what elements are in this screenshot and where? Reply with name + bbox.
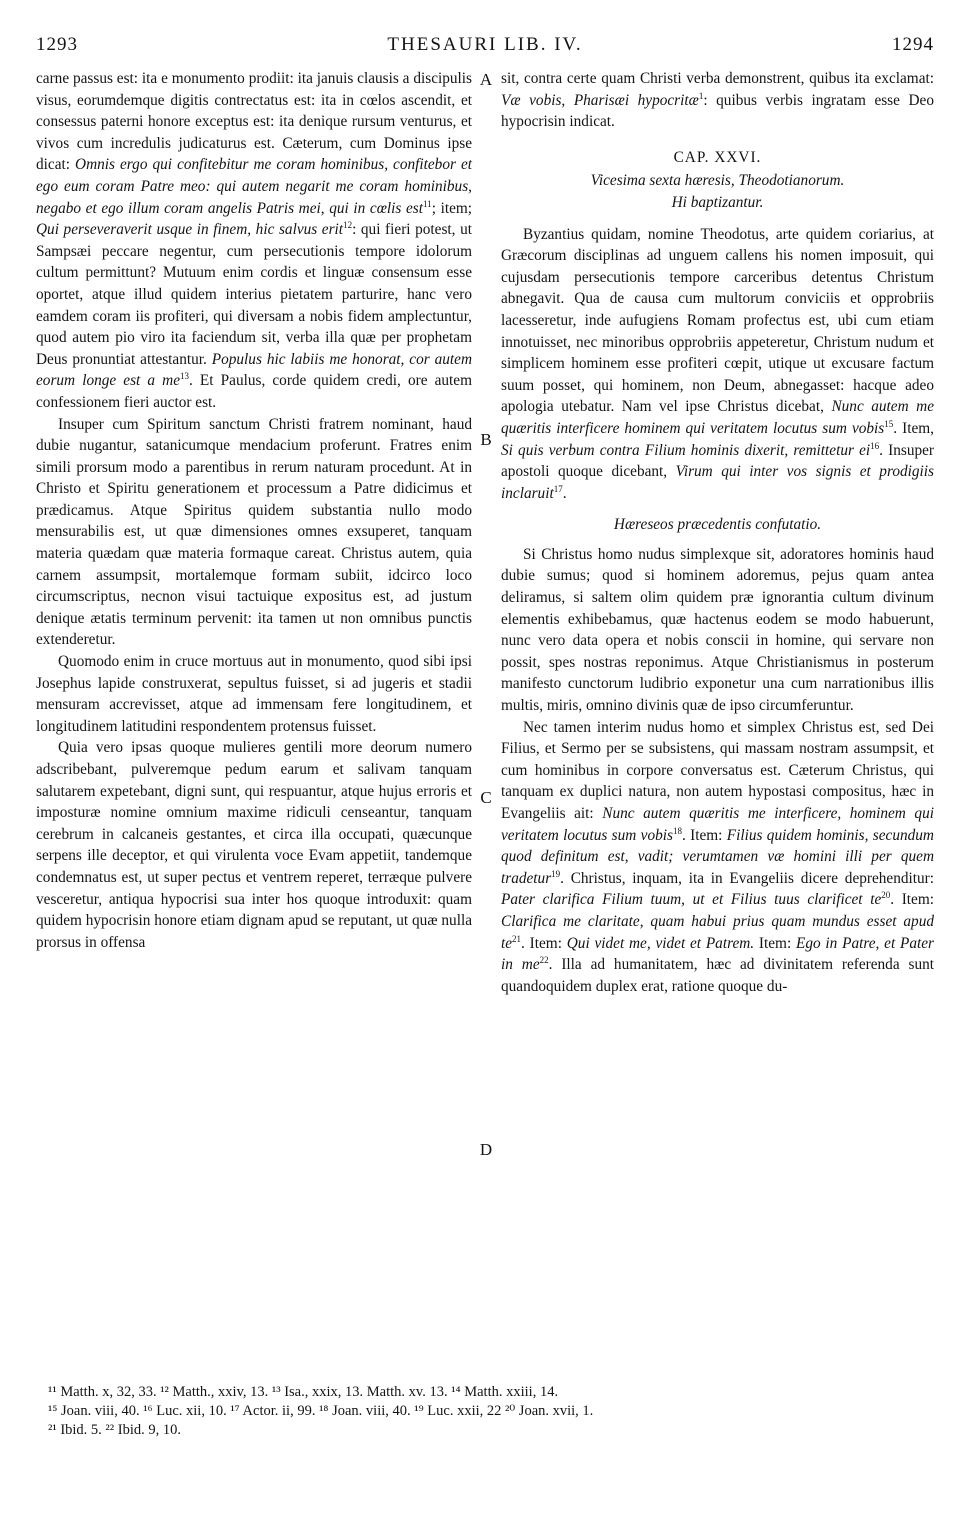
- quotation: Si quis verbum contra Filium hominis dixerit, remittetur ei: [501, 441, 871, 459]
- text-run: carne passus est: ita e monumento prodiit: ita januis clausis a discipulis visus, eorumdemque digitis contrectatus est: ita in cœlos ascendit, et consessus paterni honore exceptus est: ita denique rursum venturus, et vivos cum incredulis judicaturus est. Cæterum, cum Dominus ipse dicat:: [36, 70, 472, 174]
- text-run: . Insuper apostoli quoque dicebant,: [501, 441, 934, 481]
- text-run: ; item;: [431, 199, 473, 217]
- running-header: [36, 34, 934, 62]
- left-column: [36, 68, 472, 953]
- right-column: [501, 68, 934, 997]
- chapter-subtitle: Vicesima sexta hæresis, Theodotianorum.: [590, 172, 845, 190]
- footnote-ref: 22: [539, 955, 549, 966]
- footnote-ref: 12: [343, 220, 353, 231]
- footnote-ref: 17: [553, 483, 563, 494]
- quotation: Omnis ergo qui confitebitur me coram hominibus, confitebor et ego eum coram Patre meo: qui autem negarit me coram hominibus, negabo et ego illum coram angelis Patris mei, qui in cœlis est: [36, 156, 472, 217]
- quotation: Populus hic labiis me honorat, cor autem eorum longe est a me: [36, 350, 472, 390]
- margin-marker-c: C: [480, 788, 492, 807]
- text-run: . Item:: [890, 891, 934, 909]
- section-subheading: Hæreseos præcedentis confutatio.: [613, 516, 822, 534]
- left-paragraph-1: [36, 68, 472, 414]
- text-run: .: [562, 484, 567, 502]
- right-paragraph-3: Si Christus homo nudus simplexque sit, adoratores hominis haud dubie sumus; quod si hominem adoremus, pejus quam antea deliramus, si saltem olim quidem præ ignorantia cultum divinum elementis exhibebamus, quæ hactenus eodem se modo habuerunt, nunc vero data opera et nobis conscii in homine, qui servare non possit, spes nostras reponimus. Atque Christianismus in posterum manifesto cunctorum ludibrio exponetur una cum narrationibus illis multis, miris, omnino divinis quæ de ipso circumferuntur.: [501, 545, 934, 715]
- text-run: . Illa ad humanitatem, hæc ad divinitatem referenda sunt quandoquidem duplex erat, ratione quoque du-: [501, 956, 934, 995]
- quotation: Qui videt me, videt et Patrem.: [566, 934, 755, 952]
- margin-marker-a: A: [479, 70, 493, 89]
- chapter-subtitle-2: Hi baptizantur.: [671, 193, 764, 211]
- margin-marker-d: D: [479, 1140, 493, 1159]
- left-paragraph-3: Quomodo enim in cruce mortuus aut in monumento, quod sibi ipsi Josephus lapide construxerat, sepultus fuisset, si ad jugeris et stadii mensuram accrevisset, atque ad immensam fere longitudinem, et longitudinem latitudini respondentem protensus fuisset.: [36, 653, 472, 735]
- quotation: Clarifica me claritate, quam habui prius quam mundus esset apud te: [501, 912, 934, 952]
- text-run: : qui fieri potest, ut Sampsæi peccare negentur, cum persecutionis tempore idolorum cultum permittunt? Mutuum enim cordis et linguæ consensum esse oportet, atque illud quidem interius pietatem parturire, hanc vero eamdem coram iis profiteri, qui diversam a nobis fidem amplectuntur, quod autem pio viro ita faciendum sit, verba illa quæ per prophetam Deus pronuntiat attestantur.: [36, 221, 472, 368]
- footnote-ref: 15: [884, 418, 894, 429]
- text-run: Item:: [754, 934, 796, 952]
- footnote-ref: 13: [180, 371, 189, 382]
- left-paragraph-4: Quia vero ipsas quoque mulieres gentili more deorum numero adscribebant, pulveremque pedum earum et salivam tanquam salutarem expetebant, digni sunt, qui respuantur, atque hujus erroris et imposturæ nomine omnium maxime ridiculi censeantur, tanquam cerebrum in calcaneis gestantes, et circa illa occupati, quæcunque serpens ille deceptor, et qui virulenta voce Evam appetiit, tandemque condemnatus est, ut super pectus et ventrem reperet, terræque pulvere vesceretur, antiqua hypocrisi sua inter hos quoque introduxit: quam quidem hypocrisin honore etiam dignam apud se reputant, ut quæ nulla prorsus in offensa: [36, 739, 472, 951]
- page-number-right: 1294: [892, 34, 934, 55]
- text-run: Nec tamen interim nudus homo et simplex Christus est, sed Dei Filius, et Sermo per se subsistens, qui massam nostram assumpsit, et cum hominibus in corpore conversatus est. Cæterum Christus, qui tanquam ex duplici natura, non autem hypostasi compositus, hæc in Evangeliis ait:: [501, 718, 934, 822]
- quotation: Væ vobis, Pharisæi hypocritæ: [501, 91, 699, 109]
- footnote-ref: 11: [423, 198, 432, 209]
- quotation: Pater clarifica Filium tuum, ut et Filius tuus clarificet te: [501, 891, 882, 909]
- quotation: Nunc autem quæritis me interficere, hominem qui veritatem locutus sum vobis: [501, 805, 934, 844]
- quotation: Virum qui inter vos signis et prodigiis inclaruit: [501, 463, 934, 502]
- text-run: . Et Paulus, corde quidem credi, ore autem confessionem fieri auctor est.: [36, 372, 472, 411]
- quotation: Ego in Patre, et Pater in me: [501, 934, 934, 974]
- left-paragraph-2: Insuper cum Spiritum sanctum Christi fratrem nominant, haud dubie nugantur, satanicumque mendacium proferunt. Fratres enim simili prorsum modo a parentibus in rerum naturam procedunt. At in Christo et Spiritu generationem et processum a Patre didicimus et prædicamus. Atque Spiritus quidem substantia nullo modo mensurabilis est, ut quæ dimensiones omnes exsuperet, tanquam materia quædam quæ materia formaque careat. Christus autem, quia carnem assumpsit, mortalemque formam subiit, idcirco loco circumscriptus, necnon visui tactuique expositus est, ad justum denique ætatis terminum pervenit: ita tamen ut non omnibus punctis extenderetur.: [36, 415, 472, 649]
- footnote-ref: 16: [870, 440, 880, 451]
- footnote-ref: 19: [551, 868, 561, 879]
- quotation: Filius quidem hominis, secundum quod definitum est, vadit; verumtamen væ homini illi per quem tradetur: [501, 826, 934, 887]
- margin-marker-b: B: [480, 430, 492, 449]
- text-run: . Item:: [521, 934, 567, 952]
- footnote-line-3: ²¹ Ibid. 5. ²² Ibid. 9, 10.: [48, 1422, 181, 1438]
- footnote-line-1: ¹¹ Matth. x, 32, 33. ¹² Matth., xxiv, 13. ¹³ Isa., xxix, 13. Matth. xv. 13. ¹⁴ Matth. xxiii, 14.: [48, 1384, 559, 1400]
- text-run: Byzantius quidam, nomine Theodotus, arte quidem coriarius, at Græcorum disciplinas ad unguem callens his nomen imposuit, qui cujusdam persecutionis tempore carceribus detentus Christum abnegavit. Qua de causa cum multorum conviciis et opprobriis lacesseretur, inde aufugiens Romam profectus est, ubi cum etiam innotuisset, nec minoribus opprobriis appeteretur, Christum nudum et simplicem hominem esse profiteri cœpit, utique ut excusare factum suum posset, qui hominem, non Deum, abnegasset: hacque adeo apologia utebatur. Nam vel ipse Christus dicebat,: [501, 225, 934, 416]
- footnote-ref: 1: [698, 90, 704, 101]
- footnote-ref: 18: [672, 825, 682, 836]
- page-number-left: 1293: [36, 34, 78, 55]
- footnote-ref: 20: [881, 890, 891, 901]
- quotation: Nunc autem me quæritis interficere hominem qui veritatem locutus sum vobis: [501, 398, 934, 437]
- text-run: : quibus verbis ingratam esse Deo hypocrisin indicat.: [501, 91, 934, 131]
- right-paragraph-4: [501, 717, 934, 998]
- right-paragraph-1: [501, 68, 934, 133]
- text-run: . Item:: [681, 826, 727, 844]
- quotation: Qui perseveraverit usque in finem, hic salvus erit: [36, 221, 344, 239]
- running-title: THESAURI LIB. IV.: [387, 34, 583, 55]
- text-run: sit, contra certe quam Christi verba demonstrent, quibus ita exclamat:: [501, 70, 934, 87]
- chapter-heading: CAP. XXVI.: [673, 148, 762, 166]
- text-run: . Item,: [893, 419, 934, 437]
- footnote-line-2: ¹⁵ Joan. viii, 40. ¹⁶ Luc. xii, 10. ¹⁷ Actor. ii, 99. ¹⁸ Joan. viii, 40. ¹⁹ Luc. xxii, 22 ²⁰ Joan. xvii, 1.: [48, 1403, 594, 1419]
- footnote-ref: 21: [512, 933, 522, 944]
- footnotes: [48, 1383, 934, 1440]
- right-paragraph-2: [501, 224, 934, 505]
- text-run: . Christus, inquam, ita in Evangeliis dicere deprehenditur:: [560, 869, 934, 887]
